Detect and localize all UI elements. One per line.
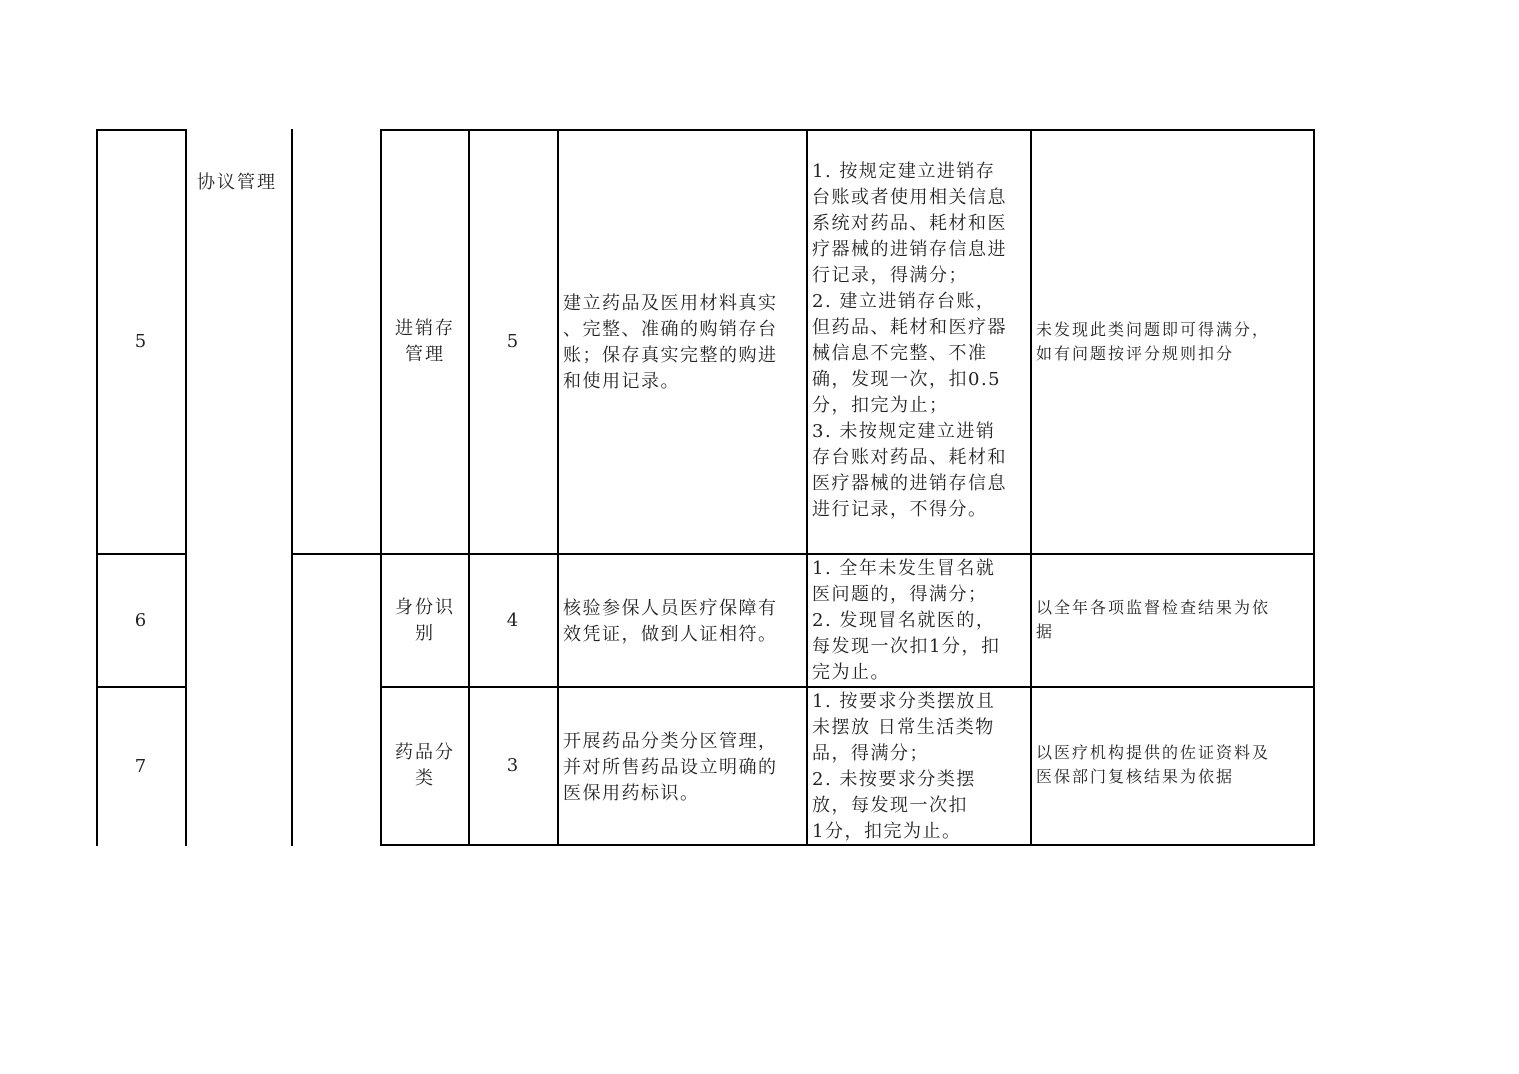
row-content: 建立药品及医用材料真实 、完整、准确的购销存台 账；保存真实完整的购进 和使用记录。 <box>563 293 778 392</box>
category-label: 协议管理 <box>197 172 277 193</box>
row-basis: 以全年各项监督检查结果为依 据 <box>1036 598 1271 641</box>
row-score: 5 <box>506 331 521 352</box>
row-content: 核验参保人员医疗保障有 效凭证，做到人证相符。 <box>563 598 778 645</box>
col-line <box>291 129 293 846</box>
row-number: 6 <box>134 609 149 631</box>
col-line <box>185 129 187 846</box>
row-item: 身份识 别 <box>395 596 455 644</box>
row-rule: 1. 按规定建立进销存 台账或者使用相关信息 系统对药品、耗材和医 疗器械的进销存信息进 行记录，得满分； 2. 建立进销存台账， 但药品、耗材和医疗器 械信息不完整、不准 确，发现一次，扣0.5 分，扣完为止； 3. 未按规定建立进销 存台账对药品、耗材和 医疗器械的进销存信息 进行记录，不得分。 <box>812 161 1007 520</box>
row-number: 5 <box>134 331 149 352</box>
row-item: 药品分 类 <box>395 742 455 789</box>
row-basis: 以医疗机构提供的佐证资料及 医保部门复核结果为依据 <box>1036 743 1271 786</box>
row-rule: 1. 按要求分类摆放且 未摆放 日常生活类物 品，得满分； 2. 未按要求分类摆 放，每发现一次扣 1分，扣完为止。 <box>812 691 996 842</box>
row-item: 进销存 管理 <box>395 318 455 365</box>
col-line <box>557 129 559 846</box>
row-score: 3 <box>506 755 521 776</box>
row-score: 4 <box>506 609 521 631</box>
row-content: 开展药品分类分区管理， 并对所售药品设立明确的 医保用药标识。 <box>563 731 778 804</box>
row-number: 7 <box>134 756 149 777</box>
row-basis: 未发现此类问题即可得满分， 如有问题按评分规则扣分 <box>1036 320 1271 363</box>
row-rule: 1. 全年未发生冒名就 医问题的，得满分； 2. 发现冒名就医的， 每发现一次扣1分，扣 完为止。 <box>812 558 1001 683</box>
col-line <box>1313 129 1315 846</box>
